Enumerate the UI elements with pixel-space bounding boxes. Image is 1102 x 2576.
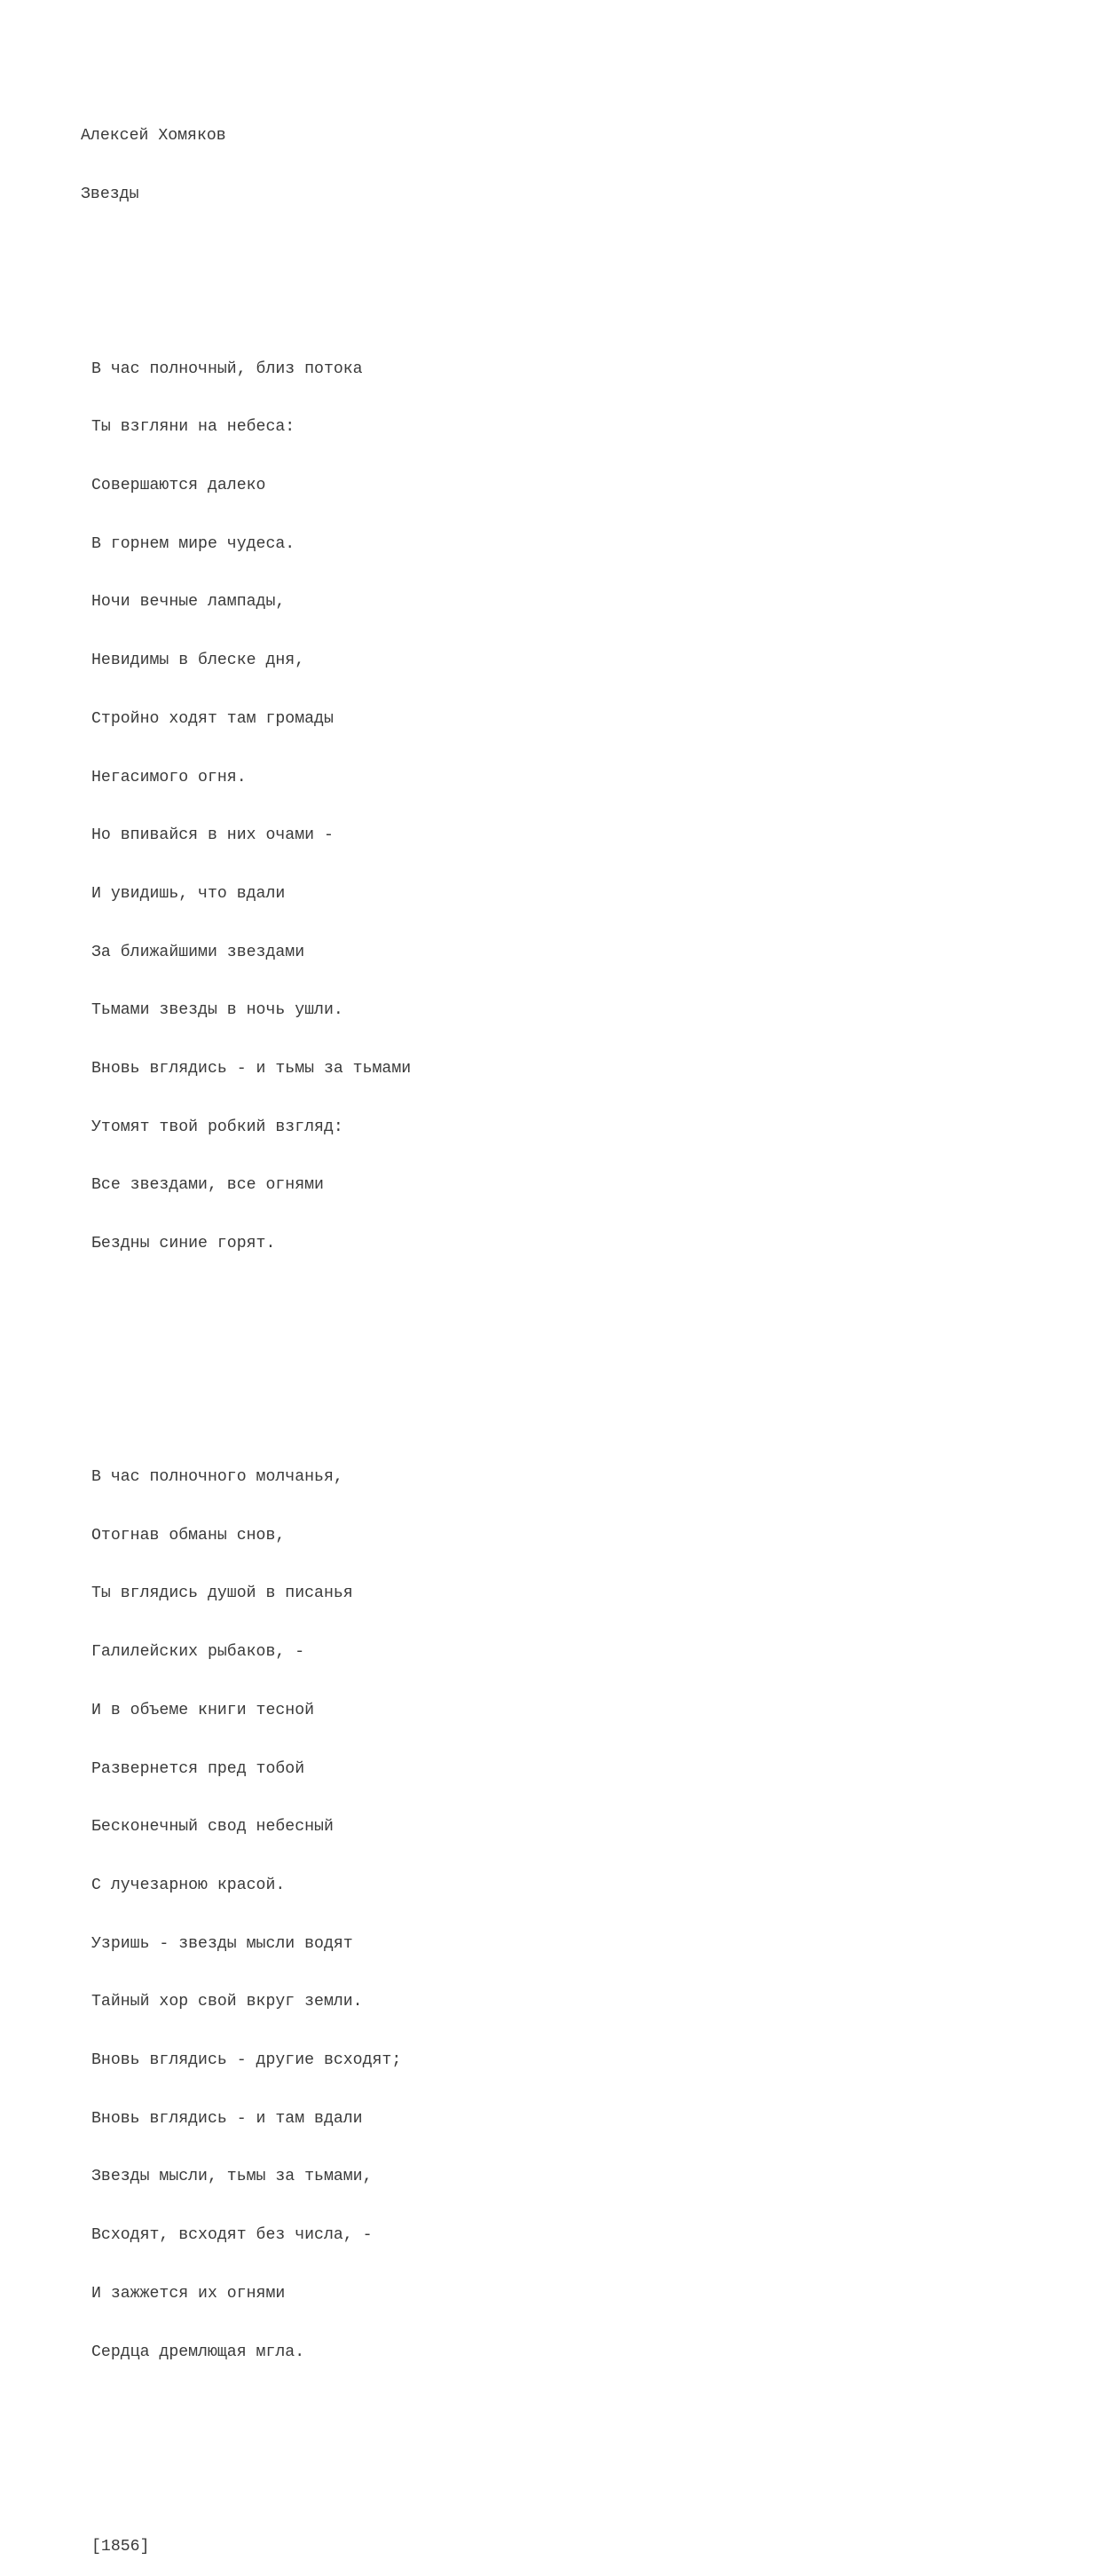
verse-line: Сердца дремлющая мгла. bbox=[91, 2343, 305, 2361]
verse-line: Развернется пред тобой bbox=[91, 1759, 305, 1778]
verse-line: В час полночного молчанья, bbox=[91, 1468, 343, 1487]
spacer bbox=[81, 1352, 1057, 1371]
verse-line: Вновь вглядись - и там вдали bbox=[91, 2109, 363, 2128]
verse-line: И в объеме книги тесной bbox=[91, 1701, 315, 1719]
author-name: Алексей Хомяков bbox=[81, 126, 226, 145]
verse-line: Тьмами звезды в ночь ушли. bbox=[91, 1001, 343, 1020]
verse-line: И увидишь, что вдали bbox=[91, 884, 286, 903]
verse-line: С лучезарною красой. bbox=[91, 1876, 286, 1894]
verse-line: Ты взгляни на небеса: bbox=[91, 418, 295, 437]
spacer bbox=[81, 243, 1057, 263]
spacer bbox=[81, 2460, 1057, 2479]
verse-line: Звезды мысли, тьмы за тьмами, bbox=[91, 2168, 373, 2186]
verse-line: Узришь - звезды мысли водят bbox=[91, 1934, 353, 1953]
poem-title: Звезды bbox=[81, 185, 139, 203]
verse-line: Совершаются далеко bbox=[91, 477, 266, 495]
verse-line: Вновь вглядись - другие всходят; bbox=[91, 2051, 402, 2070]
verse-line: Вновь вглядись - и тьмы за тьмами bbox=[91, 1060, 412, 1079]
poem-date: [1856] bbox=[91, 2537, 150, 2556]
verse-line: За ближайшими звездами bbox=[91, 943, 305, 961]
verse-line: Всходят, всходят без числа, - bbox=[91, 2226, 373, 2245]
verse-line: Стройно ходят там громады bbox=[91, 709, 334, 728]
verse-line: Ночи вечные лампады, bbox=[91, 593, 286, 612]
verse-line: В час полночный, близ потока bbox=[91, 360, 363, 378]
verse-line: Но впивайся в них очами - bbox=[91, 826, 334, 845]
verse-line: Невидимы в блеске дня, bbox=[91, 652, 305, 670]
verse-line: И зажжется их огнями bbox=[91, 2284, 286, 2303]
verse-line: Бесконечный свод небесный bbox=[91, 1818, 334, 1837]
verse-line: В горнем мире чудеса. bbox=[91, 534, 295, 553]
verse-line: Бездны синие горят. bbox=[91, 1235, 276, 1253]
verse-line: Негасимого огня. bbox=[91, 768, 247, 786]
verse-line: Галилейских рыбаков, - bbox=[91, 1643, 305, 1662]
verse-line: Все звездами, все огнями bbox=[91, 1176, 324, 1195]
verse-line: Отогнав обманы снов, bbox=[91, 1526, 286, 1545]
verse-line: Ты вглядись душой в писанья bbox=[91, 1584, 353, 1603]
verse-line: Тайный хор свой вкруг земли. bbox=[91, 1993, 363, 2011]
verse-line: Утомят твой робкий взгляд: bbox=[91, 1118, 343, 1136]
stanza-2 bbox=[81, 1429, 1057, 2401]
document-page bbox=[81, 88, 1057, 2576]
stanza-1 bbox=[81, 321, 1057, 1293]
